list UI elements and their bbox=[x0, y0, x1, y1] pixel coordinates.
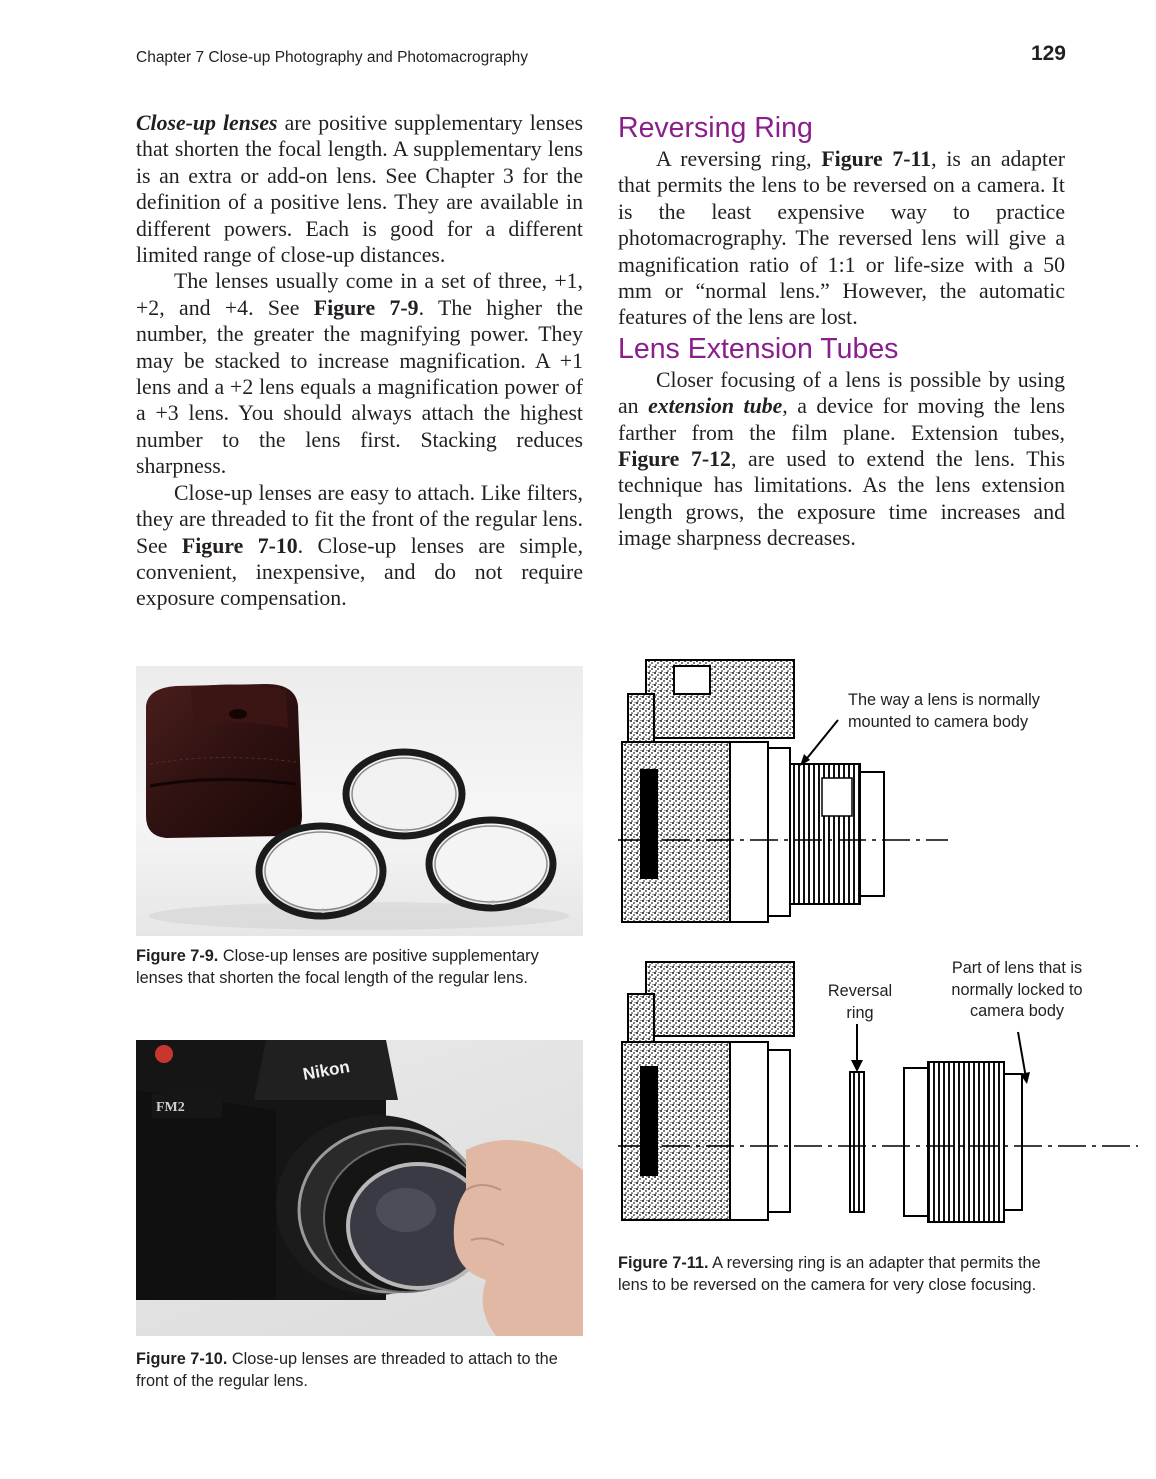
paragraph-text: The lenses usually come in a set of three, +1, +2, and +4. See bbox=[136, 269, 583, 320]
lens-barrel bbox=[276, 1115, 488, 1295]
callout-arrow-normal bbox=[804, 720, 838, 762]
camera-body-bottom bbox=[622, 962, 794, 1220]
paragraph-closeup-lenses bbox=[136, 110, 583, 268]
snap-button bbox=[229, 709, 247, 719]
paragraph-text: , are used to extend the lens. This technique has limitations. As the lens extension length grows, the exposure time increases and image sharpness decreases. bbox=[618, 447, 1065, 551]
running-head: Chapter 7 Close-up Photography and Photomacrography bbox=[136, 49, 529, 66]
paragraph-text: , is an adapter that permits the lens to be reversed on a camera. It is the least expensive way to practice photomacrography. The reversed lens will give a magnification ratio of 1:1 or life-size with a 50 mm or “normal lens.” However, the automatic features of the lens are lost. bbox=[618, 147, 1065, 330]
lens-ring-plus-1 bbox=[259, 826, 383, 916]
ring-marking-1: +1 bbox=[317, 908, 325, 915]
figure-ref-7-10: Figure 7-10 bbox=[181, 533, 298, 558]
paragraph-reversing-ring bbox=[618, 146, 1065, 331]
figure-7-9-caption bbox=[136, 946, 588, 989]
term-extension-tube: extension tube bbox=[648, 394, 783, 419]
paragraph-text: Closer focusing of a lens is possible by using an bbox=[618, 367, 1065, 419]
lens-ring-plus-4 bbox=[346, 752, 462, 836]
callout-locked-part: Part of lens that is normally locked to camera body bbox=[951, 959, 1083, 1020]
caption-text: Close-up lenses are threaded to attach to the front of the regular lens. bbox=[136, 1350, 558, 1390]
page-number: 129 bbox=[1030, 42, 1066, 65]
caption-label: Figure 7-11. bbox=[618, 1254, 709, 1272]
paragraph-text: , a device for moving the lens farther from the film plane. Extension tubes, bbox=[618, 394, 1065, 445]
figure-ref-7-12: Figure 7-12 bbox=[618, 447, 731, 472]
figure-ref-7-9: Figure 7-9 bbox=[313, 295, 419, 320]
paragraph-text: . The higher the number, the greater the magnifying power. They may be stacked to increase magnification. A +1 lens and a +2 lens equals a magnification power of a +3 lens. You should always attach the highest number to the lens first. Stacking reduces sharpness. bbox=[136, 295, 583, 479]
figure-7-11-diagram bbox=[618, 654, 1138, 1244]
paragraph-text: are positive supplementary lenses that shorten the focal length. A supplementary lens is an extra or add-on lens. See Chapter 3 for the definition of a positive lens. They are available in different powers. Each is good for a different limited range of close-up distances. bbox=[136, 111, 584, 268]
lens-ring-plus-2 bbox=[429, 820, 553, 908]
caption-text: Close-up lenses are positive supplementary lenses that shorten the focal length of the regular lens. bbox=[136, 947, 539, 987]
caption-text: A reversing ring is an adapter that permits the lens to be reversed on the camera for very close focusing. bbox=[618, 1254, 1041, 1294]
paragraph-text: . Close-up lenses are simple, convenient, inexpensive, and do not require exposure compensation. bbox=[136, 533, 584, 611]
leather-case bbox=[146, 684, 302, 838]
hand bbox=[454, 1140, 583, 1336]
right-column bbox=[618, 110, 1065, 552]
figure-7-10-photo bbox=[136, 1040, 583, 1336]
reversed-lens bbox=[904, 1032, 1030, 1222]
figure-7-10-caption bbox=[136, 1349, 588, 1392]
camera-brand-label: Nikon bbox=[301, 1057, 352, 1084]
camera-closeup-illustration bbox=[136, 1040, 583, 1336]
caption-label: Figure 7-10. bbox=[136, 1350, 228, 1368]
heading-reversing-ring: Reversing Ring bbox=[618, 112, 813, 144]
figure-7-9-photo bbox=[136, 666, 583, 936]
paragraph-extension-tubes bbox=[618, 367, 1065, 552]
heading-lens-extension-tubes: Lens Extension Tubes bbox=[618, 332, 899, 365]
figure-ref-7-11: Figure 7-11 bbox=[821, 147, 932, 171]
paragraph-text: Close-up lenses are easy to attach. Like filters, they are threaded to fit the front of the regular lens. See bbox=[136, 480, 583, 558]
camera-model-label: FM2 bbox=[156, 1100, 185, 1115]
term-closeup-lenses: Close-up lenses bbox=[136, 111, 278, 135]
ring-marking-2: +2 bbox=[487, 900, 495, 907]
paragraph-text: A reversing ring, bbox=[656, 147, 822, 171]
figure-7-11-caption bbox=[618, 1253, 1058, 1296]
shutter-button bbox=[155, 1045, 173, 1063]
callout-normal-mount: The way a lens is normally mounted to camera body bbox=[848, 691, 1040, 731]
left-column bbox=[136, 110, 583, 612]
ring-marking-4: +4 bbox=[400, 828, 408, 835]
camera-body-top bbox=[622, 660, 794, 922]
caption-label: Figure 7-9. bbox=[136, 947, 219, 965]
lens-mounted bbox=[790, 764, 884, 904]
callout-reversal-ring: Reversal ring bbox=[827, 982, 893, 1022]
reversal-ring bbox=[850, 1024, 864, 1212]
closeup-lens-set-illustration bbox=[136, 666, 583, 936]
paragraph-attach bbox=[136, 480, 583, 612]
paragraph-lens-set bbox=[136, 268, 583, 479]
